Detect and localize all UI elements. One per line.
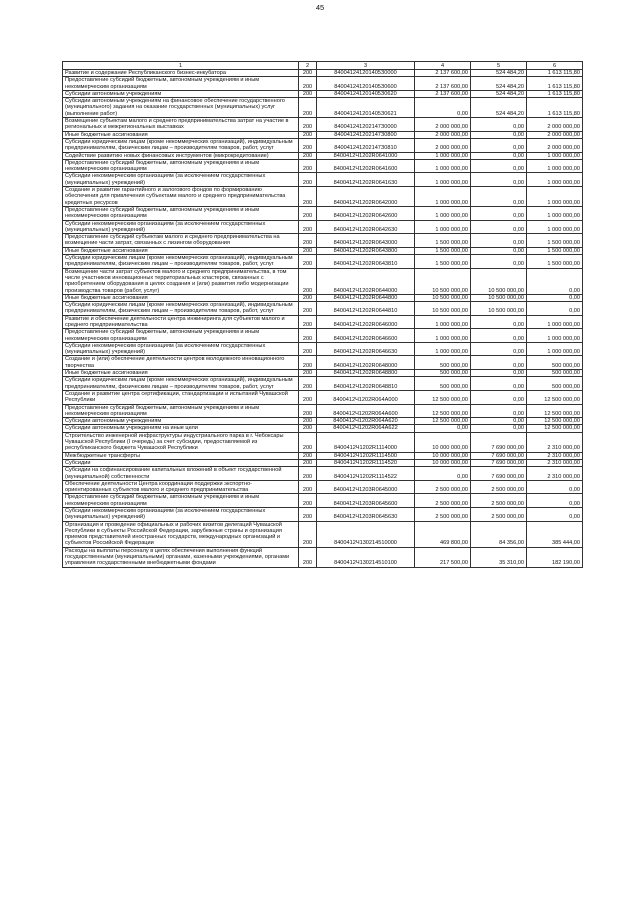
- row-approved-amount: 10 500 000,00: [415, 294, 471, 301]
- row-remaining-amount: 1 613 115,80: [527, 77, 583, 91]
- row-admin-code: 200: [299, 98, 317, 118]
- row-remaining-amount: 1 500 000,00: [527, 234, 583, 248]
- row-approved-amount: 217 500,00: [415, 547, 471, 567]
- row-executed-amount: 0,00: [471, 159, 527, 173]
- table-row: [63, 508, 583, 522]
- row-executed-amount: 7 690 000,00: [471, 459, 527, 466]
- row-description: Субсидии автономным учреждениям на финансовое обеспечение государственного (муниципального) задания на оказание государственных (муниципальных) услуг (выполнение работ): [63, 98, 299, 118]
- row-remaining-amount: 0,00: [527, 508, 583, 522]
- row-executed-amount: 2 500 000,00: [471, 494, 527, 508]
- row-admin-code: 200: [299, 432, 317, 452]
- table-row: [63, 342, 583, 356]
- row-description: Иные бюджетные ассигнования: [63, 247, 299, 254]
- row-budget-code: 840041241202147З0800: [317, 131, 415, 138]
- row-budget-code: 8400412Ч130214510100: [317, 547, 415, 567]
- table-row: [63, 173, 583, 187]
- table-row: [63, 370, 583, 377]
- row-description: Создание и развитие центра сертификации, стандартизации и испытаний Чувашской Республики: [63, 390, 299, 404]
- row-approved-amount: 1 500 000,00: [415, 255, 471, 269]
- row-admin-code: 200: [299, 480, 317, 494]
- row-description: Обеспечение деятельности Центра координации поддержки экспортно-ориентированных субъектов малого и среднего предпринимательства: [63, 480, 299, 494]
- row-budget-code: 8400412Ч1202R1114520: [317, 459, 415, 466]
- row-description: Межбюджетные трансферты: [63, 452, 299, 459]
- table-row: [63, 98, 583, 118]
- table-row: [63, 234, 583, 248]
- row-remaining-amount: 1 000 000,00: [527, 220, 583, 234]
- row-remaining-amount: 500 000,00: [527, 356, 583, 370]
- row-description: Субсидии юридическим лицам (кроме некоммерческих организаций), индивидуальным предпринимателям, физическим лицам – производителям товаров, работ, услуг: [63, 138, 299, 152]
- row-budget-code: 8400412Ч1202R0644000: [317, 268, 415, 294]
- row-description: Предоставление субсидий субъектам малого и среднего предпринимательства на возмещение части затрат, связанных с лизингом оборудования: [63, 234, 299, 248]
- table-row: [63, 329, 583, 343]
- row-description: Строительство инженерной инфраструктуры индустриального парка в г. Чебоксары Чувашской Республики (I очередь) за счет субсидии, предоставляемой из республиканского бюджета Чувашской Республики: [63, 432, 299, 452]
- row-description: Субсидии автономным учреждениям: [63, 90, 299, 97]
- row-approved-amount: 1 000 000,00: [415, 173, 471, 187]
- budget-table-wrapper: [62, 61, 582, 568]
- table-row: [63, 138, 583, 152]
- row-remaining-amount: 500 000,00: [527, 370, 583, 377]
- row-remaining-amount: 2 000 000,00: [527, 131, 583, 138]
- row-approved-amount: 2 000 000,00: [415, 131, 471, 138]
- row-budget-code: 8400412Ч1202R1114000: [317, 432, 415, 452]
- row-description: Иные бюджетные ассигнования: [63, 294, 299, 301]
- row-remaining-amount: 1 613 115,80: [527, 98, 583, 118]
- table-row: [63, 294, 583, 301]
- row-budget-code: 8400412Ч1203R0645630: [317, 508, 415, 522]
- row-approved-amount: 2 137 600,00: [415, 90, 471, 97]
- table-row: [63, 377, 583, 391]
- row-executed-amount: 0,00: [471, 356, 527, 370]
- row-description: Субсидии некоммерческим организациям (за исключением государственных (муниципальных) учреждений): [63, 508, 299, 522]
- row-approved-amount: 10 500 000,00: [415, 302, 471, 316]
- row-admin-code: 200: [299, 90, 317, 97]
- row-description: Субсидии юридическим лицам (кроме некоммерческих организаций), индивидуальным предпринимателям, физическим лицам – производителям товаров, работ, услуг: [63, 377, 299, 391]
- row-executed-amount: 0,00: [471, 329, 527, 343]
- row-remaining-amount: 0,00: [527, 268, 583, 294]
- row-executed-amount: 0,00: [471, 390, 527, 404]
- row-budget-code: 8400412Ч1202R0644810: [317, 302, 415, 316]
- row-executed-amount: 2 500 000,00: [471, 480, 527, 494]
- row-remaining-amount: 2 310 000,00: [527, 452, 583, 459]
- row-executed-amount: 10 500 000,00: [471, 302, 527, 316]
- row-executed-amount: 0,00: [471, 118, 527, 132]
- row-budget-code: 8400412Ч1202R0642000: [317, 187, 415, 207]
- row-budget-code: 8400412Ч1202R1114522: [317, 467, 415, 481]
- row-budget-code: 8400412Ч1202R0644800: [317, 294, 415, 301]
- row-admin-code: 200: [299, 220, 317, 234]
- row-admin-code: 200: [299, 206, 317, 220]
- table-row: [63, 220, 583, 234]
- row-approved-amount: 1 000 000,00: [415, 159, 471, 173]
- row-executed-amount: 0,00: [471, 315, 527, 329]
- column-header: 4: [415, 62, 471, 70]
- row-description: Субсидии на софинансирование капитальных вложений в объект государственной (муниципальной) собственности: [63, 467, 299, 481]
- table-row: [63, 432, 583, 452]
- row-admin-code: 200: [299, 547, 317, 567]
- row-admin-code: 200: [299, 187, 317, 207]
- row-remaining-amount: 1 500 000,00: [527, 247, 583, 254]
- page-number: 45: [315, 3, 325, 12]
- row-admin-code: 200: [299, 370, 317, 377]
- row-approved-amount: 0,00: [415, 98, 471, 118]
- row-admin-code: 200: [299, 294, 317, 301]
- row-remaining-amount: 2 310 000,00: [527, 467, 583, 481]
- row-description: Развитие и содержание Республиканского бизнес-инкубатора: [63, 70, 299, 77]
- row-admin-code: 200: [299, 234, 317, 248]
- row-description: Субсидии некоммерческим организациям (за исключением государственных (муниципальных) учреждений): [63, 220, 299, 234]
- row-description: Субсидии некоммерческим организациям (за исключением государственных (муниципальных) учреждений): [63, 342, 299, 356]
- row-remaining-amount: 1 500 000,00: [527, 255, 583, 269]
- row-admin-code: 200: [299, 329, 317, 343]
- row-admin-code: 200: [299, 459, 317, 466]
- row-approved-amount: 1 000 000,00: [415, 329, 471, 343]
- row-approved-amount: 10 000 000,00: [415, 459, 471, 466]
- row-budget-code: 8400412Ч1202R064А600: [317, 404, 415, 418]
- table-row: [63, 547, 583, 567]
- table-row: [63, 521, 583, 547]
- column-header: 3: [317, 62, 415, 70]
- row-executed-amount: 524 484,20: [471, 77, 527, 91]
- row-executed-amount: 524 484,20: [471, 90, 527, 97]
- row-description: Предоставление субсидий бюджетным, автономным учреждениям и иным некоммерческим организациям: [63, 77, 299, 91]
- row-description: Создание и (или) обеспечение деятельности центров молодежного инновационного творчества: [63, 356, 299, 370]
- row-remaining-amount: 1 000 000,00: [527, 342, 583, 356]
- column-header: 5: [471, 62, 527, 70]
- column-header: 6: [527, 62, 583, 70]
- row-description: Субсидии автономным учреждениям на иные цели: [63, 425, 299, 432]
- row-executed-amount: 35 310,00: [471, 547, 527, 567]
- table-row: [63, 452, 583, 459]
- row-description: Содействие развитию новых финансовых инструментов (микрокредитование): [63, 152, 299, 159]
- row-executed-amount: 0,00: [471, 255, 527, 269]
- row-admin-code: 200: [299, 302, 317, 316]
- row-executed-amount: 0,00: [471, 131, 527, 138]
- row-approved-amount: 1 000 000,00: [415, 315, 471, 329]
- row-remaining-amount: 1 000 000,00: [527, 206, 583, 220]
- row-budget-code: 8400412Ч1202R0646630: [317, 342, 415, 356]
- row-approved-amount: 1 000 000,00: [415, 206, 471, 220]
- table-row: [63, 206, 583, 220]
- row-approved-amount: 1 500 000,00: [415, 247, 471, 254]
- row-executed-amount: 0,00: [471, 234, 527, 248]
- row-remaining-amount: 385 444,00: [527, 521, 583, 547]
- table-header-row: [63, 62, 583, 70]
- table-body: [63, 70, 583, 568]
- row-remaining-amount: 2 310 000,00: [527, 432, 583, 452]
- row-remaining-amount: 12 500 000,00: [527, 390, 583, 404]
- row-admin-code: 200: [299, 70, 317, 77]
- row-executed-amount: 0,00: [471, 418, 527, 425]
- row-executed-amount: 84 356,00: [471, 521, 527, 547]
- row-budget-code: 8400412Ч130214510000: [317, 521, 415, 547]
- table-row: [63, 459, 583, 466]
- row-approved-amount: 10 000 000,00: [415, 432, 471, 452]
- row-admin-code: 200: [299, 138, 317, 152]
- row-description: Субсидии: [63, 459, 299, 466]
- row-budget-code: 8400412Ч1202R0648000: [317, 356, 415, 370]
- row-admin-code: 200: [299, 377, 317, 391]
- table-row: [63, 494, 583, 508]
- row-admin-code: 200: [299, 404, 317, 418]
- row-budget-code: 840041241202147З0810: [317, 138, 415, 152]
- row-approved-amount: 469 800,00: [415, 521, 471, 547]
- row-remaining-amount: 12 500 000,00: [527, 425, 583, 432]
- row-description: Иные бюджетные ассигнования: [63, 131, 299, 138]
- row-description: Создание и развитие гарантийного и залогового фондов по формированию обеспечения для привлечения субъектами малого и среднего предпринимательства кредитных ресурсов: [63, 187, 299, 207]
- table-row: [63, 268, 583, 294]
- row-approved-amount: 500 000,00: [415, 377, 471, 391]
- row-remaining-amount: 1 613 115,80: [527, 90, 583, 97]
- row-description: Предоставление субсидий бюджетным, автономным учреждениям и иным некоммерческим организациям: [63, 206, 299, 220]
- row-description: Предоставление субсидий бюджетным, автономным учреждениям и иным некоммерческим организациям: [63, 494, 299, 508]
- table-row: [63, 315, 583, 329]
- row-executed-amount: 0,00: [471, 247, 527, 254]
- row-approved-amount: 12 500 000,00: [415, 418, 471, 425]
- row-remaining-amount: 500 000,00: [527, 377, 583, 391]
- row-admin-code: 200: [299, 494, 317, 508]
- row-description: Предоставление субсидий бюджетным, автономным учреждениям и иным некоммерческим организациям: [63, 329, 299, 343]
- row-executed-amount: 0,00: [471, 206, 527, 220]
- row-approved-amount: 10 500 000,00: [415, 268, 471, 294]
- column-header: 1: [63, 62, 299, 70]
- row-executed-amount: 0,00: [471, 425, 527, 432]
- row-description: Субсидии юридическим лицам (кроме некоммерческих организаций), индивидуальным предпринимателям, физическим лицам – производителям товаров, работ, услуг: [63, 255, 299, 269]
- row-description: Расходы на выплаты персоналу в целях обеспечения выполнения функций государственными (муниципальными) органами, казенными учреждениями, органами управления государственными внебюджетными фондами: [63, 547, 299, 567]
- row-description: Возмещение части затрат субъектов малого и среднего предпринимательства, в том числе участников инновационных территориальных кластеров, связанных с приобретением оборудования в целях создания и (или) развития либо модернизации производства товаров (работ, услуг): [63, 268, 299, 294]
- row-executed-amount: 0,00: [471, 370, 527, 377]
- row-admin-code: 200: [299, 390, 317, 404]
- table-row: [63, 131, 583, 138]
- row-approved-amount: 1 000 000,00: [415, 342, 471, 356]
- row-approved-amount: 2 137 600,00: [415, 77, 471, 91]
- row-approved-amount: 2 000 000,00: [415, 118, 471, 132]
- row-budget-code: 8400412Ч1202R0648800: [317, 370, 415, 377]
- row-approved-amount: 12 500 000,00: [415, 390, 471, 404]
- row-remaining-amount: 2 310 000,00: [527, 459, 583, 466]
- row-remaining-amount: 2 000 000,00: [527, 118, 583, 132]
- row-approved-amount: 2 500 000,00: [415, 508, 471, 522]
- row-budget-code: 8400412Ч1202R064А000: [317, 390, 415, 404]
- table-row: [63, 247, 583, 254]
- table-row: [63, 77, 583, 91]
- row-budget-code: 8400412Ч1202R0641600: [317, 159, 415, 173]
- row-executed-amount: 7 690 000,00: [471, 432, 527, 452]
- row-budget-code: 8400412Ч1202R1114500: [317, 452, 415, 459]
- row-executed-amount: 0,00: [471, 187, 527, 207]
- row-budget-code: 8400412Ч1202R0648810: [317, 377, 415, 391]
- row-admin-code: 200: [299, 342, 317, 356]
- row-admin-code: 200: [299, 173, 317, 187]
- table-row: [63, 467, 583, 481]
- row-description: Субсидии некоммерческим организациям (за исключением государственных (муниципальных) учреждений): [63, 173, 299, 187]
- row-admin-code: 200: [299, 247, 317, 254]
- row-remaining-amount: 2 000 000,00: [527, 138, 583, 152]
- row-remaining-amount: 1 000 000,00: [527, 315, 583, 329]
- row-executed-amount: 0,00: [471, 138, 527, 152]
- row-remaining-amount: 1 000 000,00: [527, 159, 583, 173]
- row-executed-amount: 10 500 000,00: [471, 268, 527, 294]
- row-admin-code: 200: [299, 521, 317, 547]
- row-remaining-amount: 0,00: [527, 494, 583, 508]
- row-description: Возмещение субъектам малого и среднего предпринимательства затрат на участие в региональных и межрегиональных выставках: [63, 118, 299, 132]
- row-admin-code: 200: [299, 315, 317, 329]
- row-budget-code: 8400412Ч1202R0643000: [317, 234, 415, 248]
- row-remaining-amount: 0,00: [527, 294, 583, 301]
- row-admin-code: 200: [299, 356, 317, 370]
- table-row: [63, 418, 583, 425]
- row-description: Организация и проведение официальных и рабочих визитов делегаций Чувашской Республики в субъекты Российской Федерации, зарубежные страны и организация приемов представителей иностранных государств, международных организаций и субъектов Российской Федерации: [63, 521, 299, 547]
- row-budget-code: 8400412Ч1202R0642630: [317, 220, 415, 234]
- row-remaining-amount: 12 500 000,00: [527, 418, 583, 425]
- row-remaining-amount: 0,00: [527, 480, 583, 494]
- row-approved-amount: 2 500 000,00: [415, 494, 471, 508]
- row-budget-code: 840041241201405З0620: [317, 90, 415, 97]
- row-admin-code: 200: [299, 131, 317, 138]
- row-budget-code: 8400412Ч1202R064А622: [317, 425, 415, 432]
- row-approved-amount: 500 000,00: [415, 370, 471, 377]
- table-row: [63, 404, 583, 418]
- row-description: Предоставление субсидий бюджетным, автономным учреждениям и иным некоммерческим организациям: [63, 404, 299, 418]
- row-remaining-amount: 1 000 000,00: [527, 152, 583, 159]
- row-admin-code: 200: [299, 425, 317, 432]
- row-approved-amount: 0,00: [415, 425, 471, 432]
- row-description: Предоставление субсидий бюджетным, автономным учреждениям и иным некоммерческим организациям: [63, 159, 299, 173]
- row-budget-code: 8400412Ч1203R0645000: [317, 480, 415, 494]
- row-budget-code: 8400412Ч1202R0643810: [317, 255, 415, 269]
- row-executed-amount: 524 484,20: [471, 98, 527, 118]
- row-remaining-amount: 1 000 000,00: [527, 173, 583, 187]
- row-executed-amount: 524 484,20: [471, 70, 527, 77]
- table-row: [63, 356, 583, 370]
- table-row: [63, 390, 583, 404]
- row-remaining-amount: 1 000 000,00: [527, 187, 583, 207]
- row-description: Субсидии автономным учреждениям: [63, 418, 299, 425]
- budget-table: [62, 61, 583, 568]
- row-budget-code: 8400412Ч1202R0641630: [317, 173, 415, 187]
- table-row: [63, 159, 583, 173]
- row-executed-amount: 10 500 000,00: [471, 294, 527, 301]
- table-row: [63, 70, 583, 77]
- row-remaining-amount: 12 500 000,00: [527, 404, 583, 418]
- row-approved-amount: 10 000 000,00: [415, 452, 471, 459]
- table-row: [63, 90, 583, 97]
- row-admin-code: 200: [299, 508, 317, 522]
- table-row: [63, 302, 583, 316]
- row-executed-amount: 0,00: [471, 173, 527, 187]
- row-admin-code: 200: [299, 255, 317, 269]
- row-executed-amount: 0,00: [471, 404, 527, 418]
- row-approved-amount: 1 000 000,00: [415, 187, 471, 207]
- row-remaining-amount: 1 613 115,80: [527, 70, 583, 77]
- row-executed-amount: 7 690 000,00: [471, 452, 527, 459]
- row-admin-code: 200: [299, 452, 317, 459]
- row-approved-amount: 1 000 000,00: [415, 220, 471, 234]
- row-budget-code: 8400412Ч1202R064А620: [317, 418, 415, 425]
- row-remaining-amount: 0,00: [527, 302, 583, 316]
- row-budget-code: 840041241201405З0600: [317, 77, 415, 91]
- table-row: [63, 187, 583, 207]
- row-budget-code: 8400412Ч1202R0646600: [317, 329, 415, 343]
- row-admin-code: 200: [299, 152, 317, 159]
- row-admin-code: 200: [299, 77, 317, 91]
- row-approved-amount: 12 500 000,00: [415, 404, 471, 418]
- row-approved-amount: 500 000,00: [415, 356, 471, 370]
- column-header: 2: [299, 62, 317, 70]
- row-executed-amount: 0,00: [471, 220, 527, 234]
- row-budget-code: 8400412Ч1202R0643800: [317, 247, 415, 254]
- row-budget-code: 8400412Ч1202R0641000: [317, 152, 415, 159]
- row-executed-amount: 7 690 000,00: [471, 467, 527, 481]
- row-executed-amount: 0,00: [471, 377, 527, 391]
- row-admin-code: 200: [299, 118, 317, 132]
- row-executed-amount: 2 500 000,00: [471, 508, 527, 522]
- row-budget-code: 8400412Ч1202R0646000: [317, 315, 415, 329]
- row-description: Развитие и обеспечение деятельности центра инжиниринга для субъектов малого и среднего предпринимательства: [63, 315, 299, 329]
- row-admin-code: 200: [299, 467, 317, 481]
- row-budget-code: 840041241201405З0621: [317, 98, 415, 118]
- row-budget-code: 840041241202147З0000: [317, 118, 415, 132]
- row-approved-amount: 1 000 000,00: [415, 152, 471, 159]
- table-row: [63, 255, 583, 269]
- row-remaining-amount: 182 190,00: [527, 547, 583, 567]
- row-approved-amount: 2 000 000,00: [415, 138, 471, 152]
- row-admin-code: 200: [299, 159, 317, 173]
- row-description: Иные бюджетные ассигнования: [63, 370, 299, 377]
- row-approved-amount: 2 137 600,00: [415, 70, 471, 77]
- row-admin-code: 200: [299, 418, 317, 425]
- table-row: [63, 480, 583, 494]
- row-remaining-amount: 1 000 000,00: [527, 329, 583, 343]
- row-executed-amount: 0,00: [471, 152, 527, 159]
- row-budget-code: 8400412Ч1202R0642600: [317, 206, 415, 220]
- table-row: [63, 425, 583, 432]
- row-admin-code: 200: [299, 268, 317, 294]
- row-approved-amount: 0,00: [415, 467, 471, 481]
- row-budget-code: 8400412Ч1203R0645600: [317, 494, 415, 508]
- row-budget-code: 840041241201405З0000: [317, 70, 415, 77]
- row-description: Субсидии юридическим лицам (кроме некоммерческих организаций), индивидуальным предпринимателям, физическим лицам – производителям товаров, работ, услуг: [63, 302, 299, 316]
- row-executed-amount: 0,00: [471, 342, 527, 356]
- row-approved-amount: 1 500 000,00: [415, 234, 471, 248]
- table-row: [63, 118, 583, 132]
- table-row: [63, 152, 583, 159]
- row-approved-amount: 2 500 000,00: [415, 480, 471, 494]
